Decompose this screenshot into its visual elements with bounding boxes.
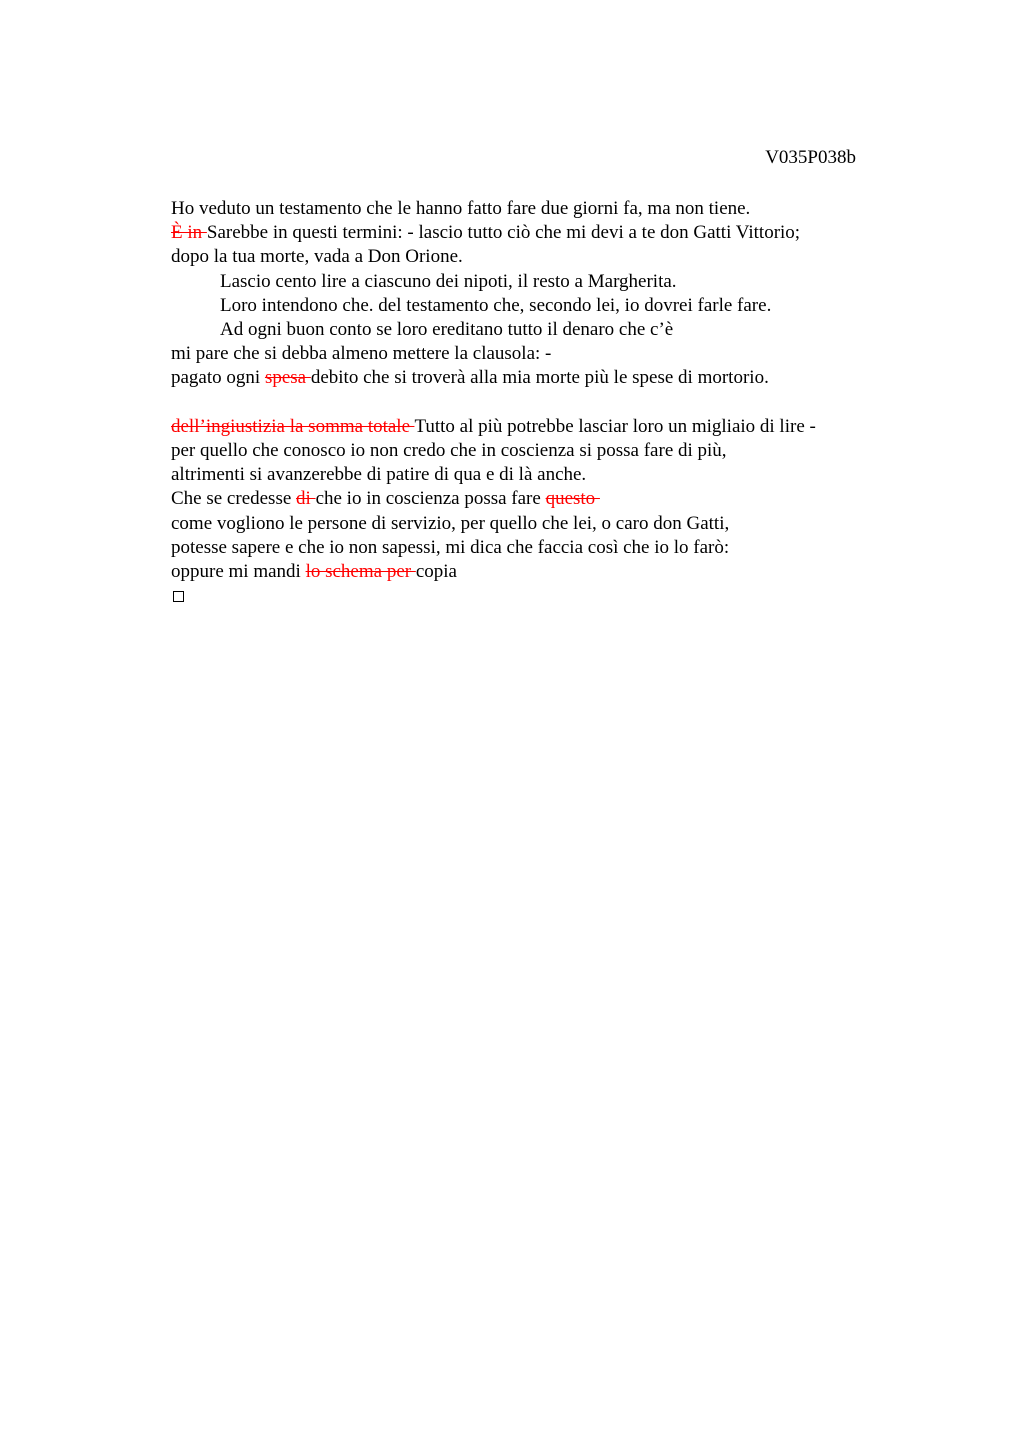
text-run: per quello che conosco io non credo che in coscienza si possa fare di più, — [171, 440, 727, 462]
text-line — [171, 342, 891, 366]
text-run: che io in coscienza possa fare — [315, 488, 546, 510]
deleted-text: questo — [545, 488, 600, 510]
text-run: copia — [415, 561, 457, 583]
text-run: Che se credesse — [171, 488, 297, 510]
text-run: come vogliono le persone di servizio, per quello che lei, o caro don Gatti, — [171, 512, 730, 534]
text-run: Tutto al più potrebbe lasciar loro un migliaio di lire - — [414, 415, 816, 437]
text-run: Loro intendono che. del testamento che, secondo lei, io dovrei farle fare. — [220, 294, 772, 316]
text-line — [171, 487, 891, 511]
deleted-text: spesa — [264, 367, 311, 389]
text-line — [171, 270, 891, 294]
end-box-icon — [173, 591, 184, 602]
text-run: Ho veduto un testamento che le hanno fatto fare due giorni fa, ma non tiene. — [171, 198, 751, 219]
text-line — [171, 512, 891, 536]
deleted-text: È in — [171, 222, 207, 244]
text-run: altrimenti si avanzerebbe di patire di qua e di là anche. — [171, 464, 587, 486]
deleted-text: lo schema per — [305, 561, 416, 583]
document-body — [171, 197, 891, 609]
text-line — [171, 221, 891, 245]
text-line — [171, 463, 891, 487]
text-line — [171, 197, 891, 221]
blank-line — [171, 391, 891, 415]
text-run: potesse sapere e che io non sapessi, mi dica che faccia così che io lo farò: — [171, 536, 730, 558]
text-line — [171, 560, 891, 584]
text-line — [171, 536, 891, 560]
text-run: Ad ogni buon conto se loro ereditano tutto il denaro che c’è — [220, 319, 674, 341]
text-line — [171, 366, 891, 390]
document-id: V035P038b — [765, 147, 856, 168]
text-run: debito che si troverà alla mia morte più le spese di mortorio. — [310, 367, 769, 389]
deleted-text: di — [296, 488, 316, 510]
text-line — [171, 415, 891, 439]
text-line — [171, 245, 891, 269]
text-run: Lascio cento lire a ciascuno dei nipoti, il resto a Margherita. — [220, 270, 677, 292]
text-run: oppure mi mandi — [171, 561, 306, 583]
deleted-text: dell’ingiustizia la somma totale — [171, 415, 415, 437]
end-mark-line — [171, 584, 891, 609]
text-run: mi pare che si debba almeno mettere la clausola: - — [171, 343, 552, 365]
text-line — [171, 439, 891, 463]
text-run: dopo la tua morte, vada a Don Orione. — [171, 246, 463, 268]
text-run: pagato ogni — [171, 367, 265, 389]
text-line — [171, 318, 891, 342]
text-run: Sarebbe in questi termini: - lascio tutto ciò che mi devi a te don Gatti Vittorio; — [206, 222, 801, 244]
text-line — [171, 294, 891, 318]
